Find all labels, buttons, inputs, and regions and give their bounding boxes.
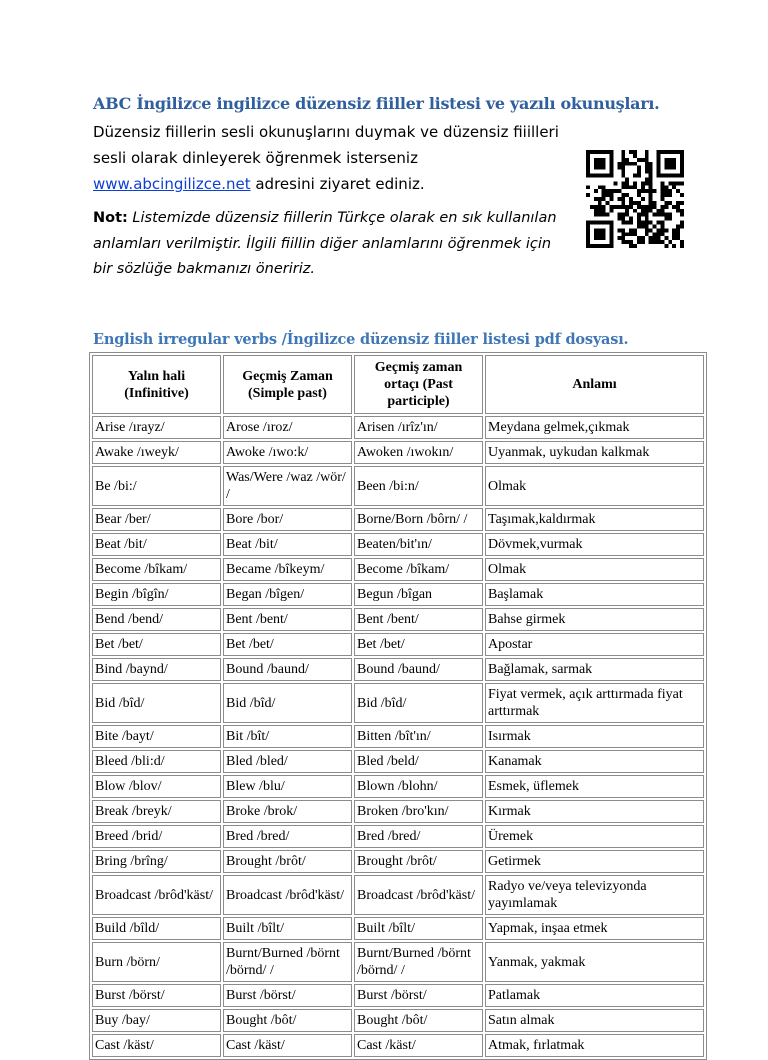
past-participle-cell: Bitten /bît'ın/ — [354, 725, 483, 748]
meaning-cell: Uyanmak, uykudan kalkmak — [485, 441, 704, 464]
meaning-cell: Satın almak — [485, 1009, 704, 1032]
simple-past-cell: Bore /bor/ — [223, 508, 352, 531]
infinitive-cell: Become /bîkam/ — [92, 558, 221, 581]
table-row — [92, 608, 704, 631]
intro-line-3-rest: adresini ziyaret ediniz. — [250, 175, 425, 193]
table-row — [92, 984, 704, 1007]
qr-code-icon[interactable] — [586, 150, 684, 248]
meaning-cell: Başlamak — [485, 583, 704, 606]
table-row — [92, 825, 704, 848]
infinitive-cell: Arise /ırayz/ — [92, 416, 221, 439]
past-participle-cell: Awoken /ıwokın/ — [354, 441, 483, 464]
meaning-cell: Patlamak — [485, 984, 704, 1007]
past-participle-cell: Become /bîkam/ — [354, 558, 483, 581]
meaning-cell: Fiyat vermek, açık arttırmada fiyat arttırmak — [485, 683, 704, 723]
note-text-1: Listemizde düzensiz fiillerin Türkçe olarak en sık kullanılan — [127, 210, 557, 226]
simple-past-cell: Arose /ıroz/ — [223, 416, 352, 439]
infinitive-cell: Break /breyk/ — [92, 800, 221, 823]
website-link[interactable]: www.abcingilizce.net — [93, 175, 251, 193]
infinitive-cell: Begin /bîgîn/ — [92, 583, 221, 606]
infinitive-cell: Awake /ıweyk/ — [92, 441, 221, 464]
meaning-cell: Apostar — [485, 633, 704, 656]
meaning-cell: Radyo ve/veya televizyonda yayımlamak — [485, 875, 704, 915]
past-participle-cell: Built /bîlt/ — [354, 917, 483, 940]
meaning-cell: Olmak — [485, 558, 704, 581]
table-row — [92, 466, 704, 506]
simple-past-cell: Bought /bôt/ — [223, 1009, 352, 1032]
past-participle-cell: Beaten/bit'ın/ — [354, 533, 483, 556]
simple-past-cell: Bet /bet/ — [223, 633, 352, 656]
table-row — [92, 583, 704, 606]
infinitive-cell: Build /bîld/ — [92, 917, 221, 940]
note-line-3: bir sözlüğe bakmanızı öneririz. — [93, 261, 315, 277]
simple-past-cell: Built /bîlt/ — [223, 917, 352, 940]
past-participle-cell: Blown /blohn/ — [354, 775, 483, 798]
past-participle-cell: Bled /beld/ — [354, 750, 483, 773]
table-row — [92, 683, 704, 723]
intro-line-2: sesli olarak dinleyerek öğrenmek isterseniz — [93, 149, 418, 167]
simple-past-cell: Was/Were /waz /wör/ / — [223, 466, 352, 506]
table-row — [92, 875, 704, 915]
infinitive-cell: Be /bi:/ — [92, 466, 221, 506]
simple-past-cell: Bid /bîd/ — [223, 683, 352, 723]
simple-past-cell: Beat /bit/ — [223, 533, 352, 556]
intro-paragraph — [93, 119, 573, 197]
past-participle-cell: Burst /börst/ — [354, 984, 483, 1007]
simple-past-cell: Blew /blu/ — [223, 775, 352, 798]
infinitive-cell: Bind /baynd/ — [92, 658, 221, 681]
table-row — [92, 800, 704, 823]
table-row — [92, 441, 704, 464]
past-participle-cell: Cast /käst/ — [354, 1034, 483, 1057]
table-row — [92, 508, 704, 531]
past-participle-cell: Bet /bet/ — [354, 633, 483, 656]
page-title: ABC İngilizce ingilizce düzensiz fiiller listesi ve yazılı okunuşları. — [93, 94, 660, 113]
table-row — [92, 1009, 704, 1032]
meaning-cell: Yanmak, yakmak — [485, 942, 704, 982]
column-header-infinitive: Yalın hali (Infinitive) — [92, 355, 221, 414]
infinitive-cell: Buy /bay/ — [92, 1009, 221, 1032]
past-participle-cell: Bred /bred/ — [354, 825, 483, 848]
column-header-meaning: Anlamı — [485, 355, 704, 414]
infinitive-cell: Cast /käst/ — [92, 1034, 221, 1057]
past-participle-cell: Begun /bîgan — [354, 583, 483, 606]
infinitive-cell: Bear /ber/ — [92, 508, 221, 531]
meaning-cell: Isırmak — [485, 725, 704, 748]
past-participle-cell: Bent /bent/ — [354, 608, 483, 631]
infinitive-cell: Breed /brid/ — [92, 825, 221, 848]
note-paragraph — [93, 206, 583, 283]
note-line-1 — [93, 206, 583, 232]
note-label: Not: — [93, 210, 128, 226]
simple-past-cell: Burnt/Burned /börnt /börnd/ / — [223, 942, 352, 982]
table-subtitle: English irregular verbs /İngilizce düzensiz fiiller listesi pdf dosyası. — [93, 331, 629, 348]
infinitive-cell: Burn /börn/ — [92, 942, 221, 982]
past-participle-cell: Burnt/Burned /börnt /börnd/ / — [354, 942, 483, 982]
table-row — [92, 750, 704, 773]
simple-past-cell: Cast /käst/ — [223, 1034, 352, 1057]
simple-past-cell: Brought /brôt/ — [223, 850, 352, 873]
table-row — [92, 775, 704, 798]
meaning-cell: Olmak — [485, 466, 704, 506]
table-row — [92, 1034, 704, 1057]
past-participle-cell: Bound /baund/ — [354, 658, 483, 681]
simple-past-cell: Bent /bent/ — [223, 608, 352, 631]
past-participle-cell: Brought /brôt/ — [354, 850, 483, 873]
note-line-2: anlamları verilmiştir. İlgili fiillin diğer anlamlarını öğrenmek için — [93, 235, 552, 252]
infinitive-cell: Broadcast /brôd'käst/ — [92, 875, 221, 915]
simple-past-cell: Awoke /ıwo:k/ — [223, 441, 352, 464]
table-row — [92, 725, 704, 748]
table-row — [92, 850, 704, 873]
meaning-cell: Taşımak,kaldırmak — [485, 508, 704, 531]
meaning-cell: Kanamak — [485, 750, 704, 773]
column-header-simple-past: Geçmiş Zaman (Simple past) — [223, 355, 352, 414]
table-row — [92, 416, 704, 439]
simple-past-cell: Became /bîkeym/ — [223, 558, 352, 581]
table-row — [92, 558, 704, 581]
irregular-verbs-table — [89, 352, 707, 1060]
table-row — [92, 942, 704, 982]
intro-line-3 — [93, 171, 573, 197]
meaning-cell: Getirmek — [485, 850, 704, 873]
table-row — [92, 917, 704, 940]
simple-past-cell: Burst /börst/ — [223, 984, 352, 1007]
simple-past-cell: Bled /bled/ — [223, 750, 352, 773]
intro-line-1: Düzensiz fiillerin sesli okunuşlarını duymak ve düzensiz fiiilleri — [93, 123, 559, 141]
infinitive-cell: Bid /bîd/ — [92, 683, 221, 723]
meaning-cell: Bağlamak, sarmak — [485, 658, 704, 681]
meaning-cell: Esmek, üflemek — [485, 775, 704, 798]
infinitive-cell: Bring /brîng/ — [92, 850, 221, 873]
past-participle-cell: Broken /bro'kın/ — [354, 800, 483, 823]
table-row — [92, 658, 704, 681]
simple-past-cell: Bit /bît/ — [223, 725, 352, 748]
infinitive-cell: Bite /bayt/ — [92, 725, 221, 748]
infinitive-cell: Bleed /bli:d/ — [92, 750, 221, 773]
infinitive-cell: Bend /bend/ — [92, 608, 221, 631]
infinitive-cell: Bet /bet/ — [92, 633, 221, 656]
infinitive-cell: Beat /bit/ — [92, 533, 221, 556]
meaning-cell: Yapmak, inşaa etmek — [485, 917, 704, 940]
meaning-cell: Üremek — [485, 825, 704, 848]
table-header-row — [92, 355, 704, 414]
meaning-cell: Bahse girmek — [485, 608, 704, 631]
infinitive-cell: Burst /börst/ — [92, 984, 221, 1007]
simple-past-cell: Began /bîgen/ — [223, 583, 352, 606]
meaning-cell: Dövmek,vurmak — [485, 533, 704, 556]
past-participle-cell: Arisen /ırîz'ın/ — [354, 416, 483, 439]
past-participle-cell: Bid /bîd/ — [354, 683, 483, 723]
simple-past-cell: Broke /brok/ — [223, 800, 352, 823]
simple-past-cell: Broadcast /brôd'käst/ — [223, 875, 352, 915]
past-participle-cell: Bought /bôt/ — [354, 1009, 483, 1032]
simple-past-cell: Bred /bred/ — [223, 825, 352, 848]
past-participle-cell: Broadcast /brôd'käst/ — [354, 875, 483, 915]
meaning-cell: Meydana gelmek,çıkmak — [485, 416, 704, 439]
past-participle-cell: Been /bi:n/ — [354, 466, 483, 506]
simple-past-cell: Bound /baund/ — [223, 658, 352, 681]
meaning-cell: Kırmak — [485, 800, 704, 823]
table-row — [92, 633, 704, 656]
table-row — [92, 533, 704, 556]
past-participle-cell: Borne/Born /bôrn/ / — [354, 508, 483, 531]
infinitive-cell: Blow /blov/ — [92, 775, 221, 798]
column-header-past-participle: Geçmiş zaman ortaçı (Past participle) — [354, 355, 483, 414]
meaning-cell: Atmak, fırlatmak — [485, 1034, 704, 1057]
